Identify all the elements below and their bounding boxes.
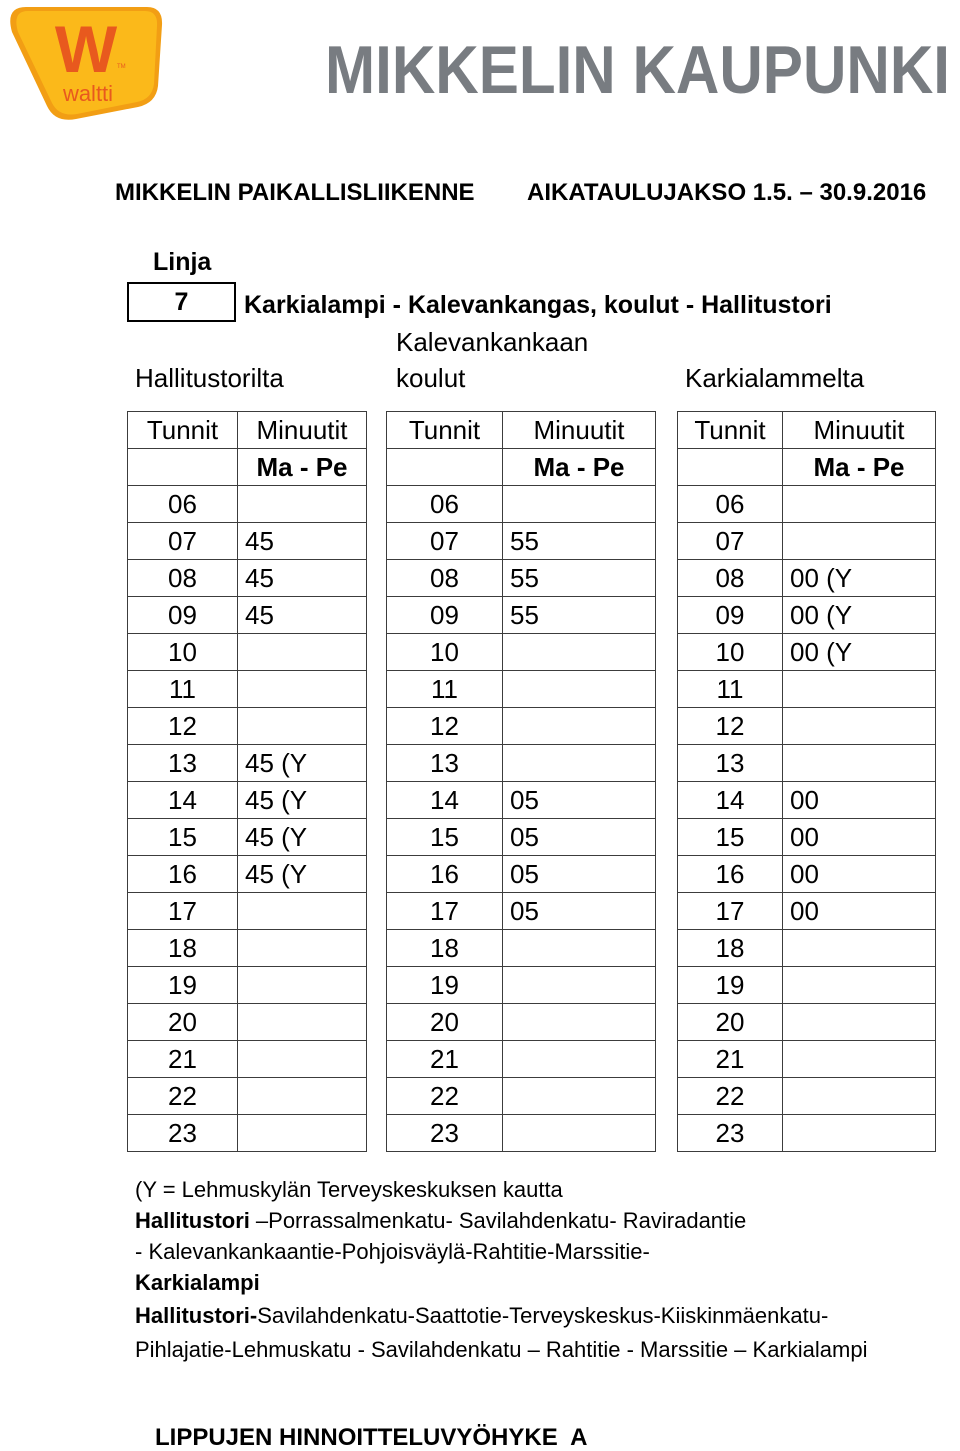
timetable-row: [387, 782, 656, 819]
minutes-cell: 00: [783, 893, 936, 930]
minutes-column-header: Minuutit: [503, 412, 656, 449]
route-label: Linja: [153, 248, 212, 276]
timetable-row: [678, 782, 936, 819]
days-row-blank-cell: [678, 449, 783, 486]
stop-heading-karkialammelta: Karkialammelta: [685, 363, 865, 393]
timetable-row: [678, 1115, 936, 1152]
hour-cell: 10: [128, 634, 238, 671]
route-name: Karkialampi - Kalevankangas, koulut - Hallitustori: [244, 291, 832, 319]
hour-cell: 21: [128, 1041, 238, 1078]
minutes-cell: 45: [238, 523, 367, 560]
hour-cell: 13: [387, 745, 503, 782]
timetable-row: [128, 486, 367, 523]
route-b-streets-1: Savilahdenkatu-Saattotie-Terveyskeskus-Kiiskinmäenkatu-: [257, 1303, 829, 1328]
days-label: Ma - Pe: [783, 449, 936, 486]
minutes-cell: [783, 1115, 936, 1152]
minutes-cell: [238, 1041, 367, 1078]
timetable-row: [128, 708, 367, 745]
stop-heading-koulut: koulut: [396, 363, 466, 393]
hour-cell: 09: [128, 597, 238, 634]
timetable-row: [128, 671, 367, 708]
minutes-cell: [503, 708, 656, 745]
hours-column-header: Tunnit: [128, 412, 238, 449]
stop-heading-kalevankankaan: Kalevankankaan: [396, 327, 589, 357]
hour-cell: 19: [678, 967, 783, 1004]
days-row-blank-cell: [128, 449, 238, 486]
hour-cell: 14: [387, 782, 503, 819]
timetable-row: [387, 671, 656, 708]
days-row-blank-cell: [387, 449, 503, 486]
timetable-row: [128, 560, 367, 597]
minutes-cell: [238, 671, 367, 708]
timetable-row: [128, 782, 367, 819]
hour-cell: 09: [387, 597, 503, 634]
minutes-cell: [238, 930, 367, 967]
hour-cell: 08: [678, 560, 783, 597]
minutes-cell: 45 (Y: [238, 745, 367, 782]
minutes-cell: [503, 671, 656, 708]
hour-cell: 12: [678, 708, 783, 745]
timetable-row: [678, 597, 936, 634]
waltti-logo-mark: W: [54, 12, 118, 86]
minutes-cell: 00: [783, 782, 936, 819]
timetable-row: [387, 523, 656, 560]
days-row: [387, 449, 656, 486]
minutes-cell: [503, 930, 656, 967]
minutes-cell: [783, 708, 936, 745]
hour-cell: 15: [678, 819, 783, 856]
hour-cell: 18: [387, 930, 503, 967]
minutes-cell: [238, 1115, 367, 1152]
timetable-row: [128, 893, 367, 930]
route-a-streets-1: –Porrassalmenkatu- Savilahdenkatu- Raviradantie: [255, 1208, 747, 1233]
timetable-row: [678, 819, 936, 856]
minutes-cell: 05: [503, 819, 656, 856]
minutes-cell: 45: [238, 597, 367, 634]
hour-cell: 12: [128, 708, 238, 745]
hour-cell: 18: [128, 930, 238, 967]
minutes-cell: [783, 1004, 936, 1041]
minutes-cell: 05: [503, 856, 656, 893]
timetable-hallitustorilta: [127, 411, 367, 1152]
timetable-row: [387, 634, 656, 671]
hour-cell: 16: [387, 856, 503, 893]
minutes-cell: [238, 1078, 367, 1115]
schedule-period: AIKATAULUJAKSO 1.5. – 30.9.2016: [527, 179, 927, 206]
hour-cell: 23: [387, 1115, 503, 1152]
minutes-cell: 00: [783, 856, 936, 893]
minutes-cell: [238, 967, 367, 1004]
route-a-start: Hallitustori: [135, 1208, 250, 1233]
hour-cell: 14: [128, 782, 238, 819]
timetable-row: [678, 745, 936, 782]
timetable-kalevankankaan-koulut: [386, 411, 656, 1152]
minutes-cell: [783, 967, 936, 1004]
hour-cell: 13: [678, 745, 783, 782]
hour-cell: 09: [678, 597, 783, 634]
waltti-logo-wordmark: waltti: [62, 81, 114, 106]
service-title: MIKKELIN PAIKALLISLIIKENNE: [115, 179, 475, 206]
hour-cell: 22: [678, 1078, 783, 1115]
timetable-row: [387, 560, 656, 597]
timetable-row: [387, 1041, 656, 1078]
hour-cell: 06: [387, 486, 503, 523]
route-b-start: Hallitustori-: [135, 1303, 258, 1328]
timetable-row: [128, 1041, 367, 1078]
hour-cell: 17: [678, 893, 783, 930]
note-legend: (Y = Lehmuskylän Terveyskeskuksen kautta: [135, 1177, 563, 1202]
hour-cell: 12: [387, 708, 503, 745]
route-b-line-1: [135, 1302, 828, 1330]
timetable-row: [128, 597, 367, 634]
minutes-cell: [783, 1078, 936, 1115]
minutes-cell: [783, 523, 936, 560]
hour-cell: 07: [128, 523, 238, 560]
hour-cell: 23: [678, 1115, 783, 1152]
timetable-row: [678, 671, 936, 708]
minutes-cell: 00 (Y: [783, 597, 936, 634]
minutes-cell: [503, 1115, 656, 1152]
minutes-cell: [238, 893, 367, 930]
timetable-row: [387, 1115, 656, 1152]
days-row: [128, 449, 367, 486]
route-b-line-2: Pihlajatie-Lehmuskatu - Savilahdenkatu – Rahtitie - Marssitie – Karkialampi: [135, 1337, 868, 1362]
days-label: Ma - Pe: [503, 449, 656, 486]
timetable-row: [678, 856, 936, 893]
timetable-row: [128, 856, 367, 893]
timetable-row: [387, 745, 656, 782]
timetable-row: [387, 930, 656, 967]
hour-cell: 21: [387, 1041, 503, 1078]
hour-cell: 13: [128, 745, 238, 782]
hour-cell: 11: [678, 671, 783, 708]
hour-cell: 07: [387, 523, 503, 560]
minutes-cell: [238, 1004, 367, 1041]
column-header-row: [387, 412, 656, 449]
hour-cell: 23: [128, 1115, 238, 1152]
minutes-cell: 45 (Y: [238, 782, 367, 819]
timetable-row: [678, 967, 936, 1004]
minutes-cell: [503, 486, 656, 523]
hours-column-header: Tunnit: [387, 412, 503, 449]
minutes-cell: [503, 1004, 656, 1041]
minutes-cell: 55: [503, 523, 656, 560]
hour-cell: 08: [387, 560, 503, 597]
hour-cell: 06: [678, 486, 783, 523]
timetable-row: [128, 745, 367, 782]
hours-column-header: Tunnit: [678, 412, 783, 449]
days-row: [678, 449, 936, 486]
hour-cell: 11: [128, 671, 238, 708]
hour-cell: 15: [387, 819, 503, 856]
hour-cell: 08: [128, 560, 238, 597]
minutes-cell: 00 (Y: [783, 634, 936, 671]
minutes-cell: 55: [503, 560, 656, 597]
timetable-row: [678, 1041, 936, 1078]
hour-cell: 11: [387, 671, 503, 708]
hour-cell: 20: [387, 1004, 503, 1041]
city-name: MIKKELIN KAUPUNKI: [325, 32, 950, 105]
minutes-cell: 45 (Y: [238, 819, 367, 856]
timetable-row: [128, 1004, 367, 1041]
timetable-row: [678, 634, 936, 671]
minutes-cell: 00 (Y: [783, 560, 936, 597]
timetable-row: [387, 708, 656, 745]
minutes-cell: 55: [503, 597, 656, 634]
minutes-column-header: Minuutit: [238, 412, 367, 449]
minutes-cell: 05: [503, 893, 656, 930]
timetable-row: [128, 634, 367, 671]
minutes-cell: [503, 1078, 656, 1115]
timetable-row: [678, 930, 936, 967]
hour-cell: 20: [678, 1004, 783, 1041]
timetable-row: [128, 1115, 367, 1152]
hour-cell: 16: [678, 856, 783, 893]
minutes-cell: [503, 967, 656, 1004]
timetable-row: [387, 1078, 656, 1115]
column-header-row: [678, 412, 936, 449]
timetable-row: [678, 523, 936, 560]
hour-cell: 17: [128, 893, 238, 930]
hour-cell: 10: [387, 634, 503, 671]
minutes-cell: [238, 708, 367, 745]
minutes-cell: [783, 745, 936, 782]
minutes-cell: [238, 486, 367, 523]
route-a-line-1: [135, 1207, 746, 1235]
timetable-row: [678, 708, 936, 745]
hour-cell: 20: [128, 1004, 238, 1041]
hour-cell: 22: [128, 1078, 238, 1115]
timetable-row: [678, 486, 936, 523]
minutes-cell: 00: [783, 819, 936, 856]
minutes-cell: [783, 930, 936, 967]
timetable-row: [678, 560, 936, 597]
hour-cell: 14: [678, 782, 783, 819]
minutes-column-header: Minuutit: [783, 412, 936, 449]
waltti-logo-trademark: TM: [117, 64, 126, 70]
minutes-cell: [503, 634, 656, 671]
timetable-row: [387, 856, 656, 893]
hour-cell: 07: [678, 523, 783, 560]
timetable-row: [387, 819, 656, 856]
route-a-end: Karkialampi: [135, 1270, 260, 1295]
hour-cell: 19: [387, 967, 503, 1004]
timetable-row: [128, 523, 367, 560]
hour-cell: 16: [128, 856, 238, 893]
hour-cell: 19: [128, 967, 238, 1004]
hour-cell: 10: [678, 634, 783, 671]
hour-cell: 17: [387, 893, 503, 930]
fare-zone: LIPPUJEN HINNOITTELUVYÖHYKE A: [155, 1424, 588, 1451]
minutes-cell: [503, 1041, 656, 1078]
timetable-row: [128, 819, 367, 856]
timetable-row: [678, 1004, 936, 1041]
timetable-row: [387, 486, 656, 523]
hour-cell: 06: [128, 486, 238, 523]
timetable-karkialammelta: [677, 411, 936, 1152]
stop-heading-hallitustorilta: Hallitustorilta: [135, 363, 284, 393]
timetable-row: [678, 893, 936, 930]
timetable-row: [387, 967, 656, 1004]
minutes-cell: 45: [238, 560, 367, 597]
days-label: Ma - Pe: [238, 449, 367, 486]
timetable-row: [387, 597, 656, 634]
hour-cell: 18: [678, 930, 783, 967]
minutes-cell: [783, 671, 936, 708]
timetable-row: [128, 1078, 367, 1115]
timetable-row: [128, 967, 367, 1004]
minutes-cell: [238, 634, 367, 671]
column-header-row: [128, 412, 367, 449]
minutes-cell: [783, 486, 936, 523]
minutes-cell: [783, 1041, 936, 1078]
timetable-row: [387, 893, 656, 930]
route-number-box: 7: [127, 282, 236, 322]
timetable-row: [387, 1004, 656, 1041]
waltti-logo: [4, 2, 164, 122]
minutes-cell: 45 (Y: [238, 856, 367, 893]
minutes-cell: [503, 745, 656, 782]
route-a-line-2: - Kalevankankaantie-Pohjoisväylä-Rahtitie-Marssitie-: [135, 1239, 650, 1264]
timetable-row: [128, 930, 367, 967]
timetable-row: [678, 1078, 936, 1115]
hour-cell: 15: [128, 819, 238, 856]
hour-cell: 22: [387, 1078, 503, 1115]
hour-cell: 21: [678, 1041, 783, 1078]
city-logo: [320, 30, 955, 105]
minutes-cell: 05: [503, 782, 656, 819]
